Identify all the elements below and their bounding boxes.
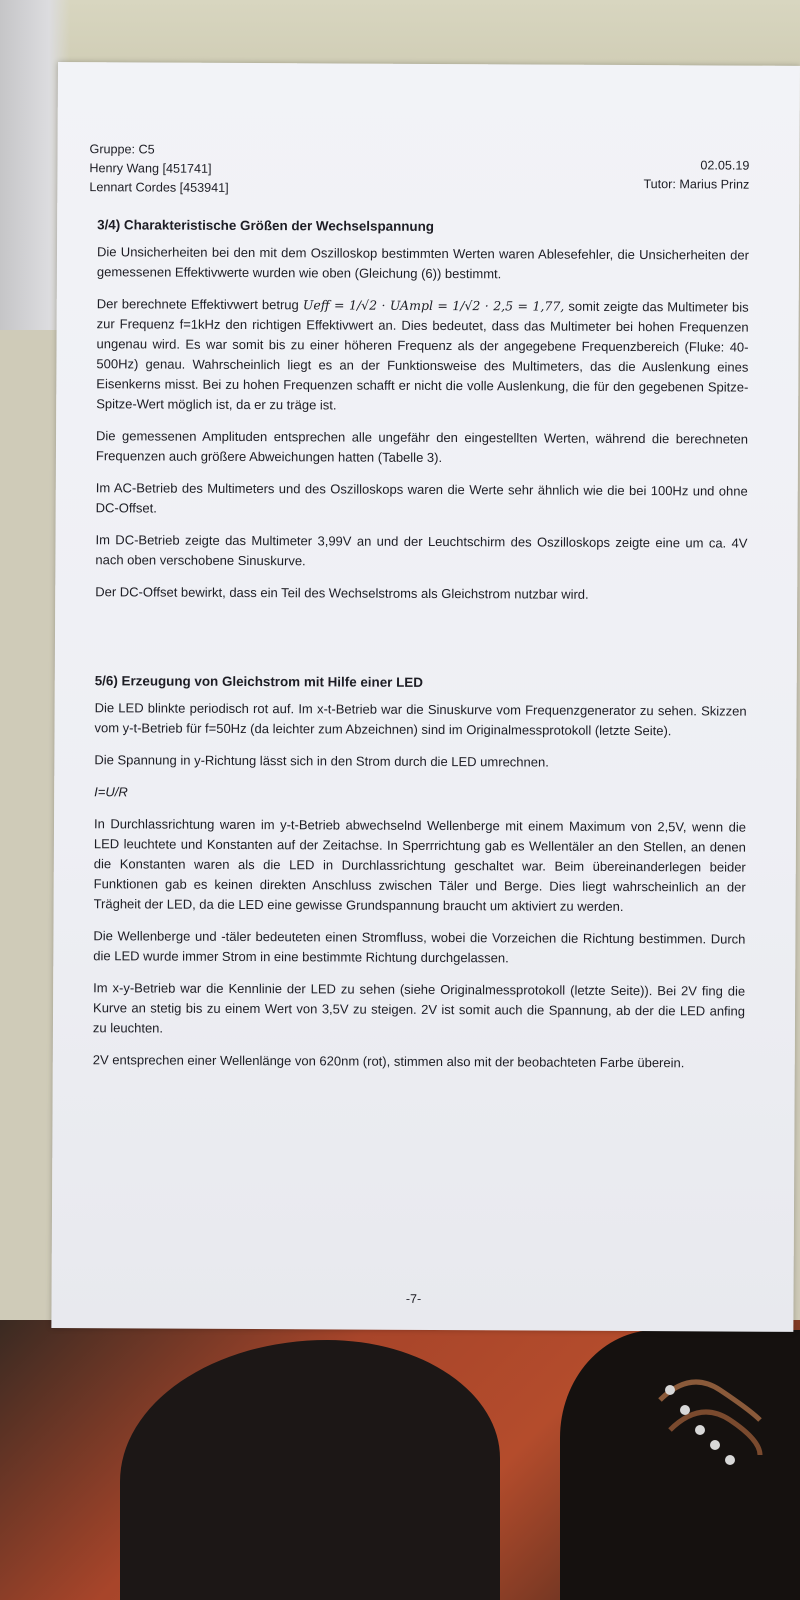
section-2-paragraph-7: 2V entsprechen einer Wellenlänge von 620nm (rot), stimmen also mit der beobachteten Farbe überein. bbox=[92, 1052, 685, 1071]
section-2-formula: I=U/R bbox=[94, 784, 128, 800]
page-header bbox=[89, 140, 749, 203]
section-1-paragraph-5: Im DC-Betrieb zeigte das Multimeter 3,99V an und der Leuchtschirm des Oszilloskops zeigte eine um ca. 4V nach oben verschobene Sinuskurve. bbox=[95, 532, 748, 569]
section-2-paragraph-2: Die Spannung in y-Richtung lässt sich in den Strom durch die LED umrechnen. bbox=[94, 752, 549, 770]
section-2-title: 5/6) Erzeugung von Gleichstrom mit Hilfe einer LED bbox=[94, 673, 423, 690]
section-spacer bbox=[87, 614, 747, 659]
section-2-paragraph-1: Die LED blinkte periodisch rot auf. Im x-t-Betrieb war die Sinuskurve vom Frequenzgenerator zu sehen. Skizzen vom y-t-Betrieb für f=50Hz (da leichter zum Abzeichnen) sind im Originalmessprotokoll (letzte Seite). bbox=[94, 700, 747, 739]
page-content bbox=[85, 140, 750, 1306]
section-2-paragraph-4: In Durchlassrichtung waren im y-t-Betrieb abwechselnd Wellenberge mit einem Maximum von 2,5V, wenn die LED leuchtete und Konstanten auf der Zeitachse. In Sperrrichtung gab es Wellentäler an den Stellen, an denen die Konstanten waren als die LED in Durchlassrichtung geschaltet war. Beim übereinanderlegen beider Funktionen gab es keinen direkten Anschluss zwischen Täler und Berge. Dies liegt wahrscheinlich an der Trägheit der LED, da die LED eine gewisse Grundspannung braucht um aktiviert zu werden. bbox=[93, 816, 747, 914]
section-1-paragraph-1: Die Unsicherheiten bei den mit dem Oszilloskop bestimmten Werten waren Ablesefehler, die Unsicherheiten der gemessenen Effektivwerte wurden wie oben (Gleichung (6)) bestimmt. bbox=[96, 244, 750, 282]
group-label: Gruppe: C5 bbox=[89, 142, 155, 157]
document-page bbox=[51, 62, 800, 1332]
tutor: Tutor: Marius Prinz bbox=[643, 177, 750, 192]
section-1-title: 3/4) Charakteristische Größen der Wechselspannung bbox=[97, 217, 435, 234]
section-1-paragraph-6: Der DC-Offset bewirkt, dass ein Teil des Wechselstroms als Gleichstrom nutzbar wird. bbox=[95, 584, 589, 602]
decorative-pattern-icon bbox=[650, 1360, 770, 1480]
paragraph-2-pre: Der berechnete Effektivwert betrug bbox=[96, 296, 299, 313]
section-2-paragraph-6: Im x-y-Betrieb war die Kennlinie der LED zu sehen (siehe Originalmessprotokoll (letzte Seite)). Bei 2V fing die Kurve an stetig bis zu einem Wert von 3,5V zu steigen. 2V ist somit auch die Spannung, ab der die LED anfing zu leuchten. bbox=[92, 980, 746, 1036]
paragraph-2-post: somit zeigte das Multimeter bis zur Frequenz f=1kHz den richtigen Effektivwert an. Dies bedeutet, dass das Multimeter bei hohen Frequenzen ungenau wird. Es war somit bis zu einer höheren Frequenz als der angegebene Frequenzbereich (Fluke: 40-500Hz) genau. Wahrscheinlich liegt es an der Funktionsweise des Multimeters, das die Auslenkung eines Eisenkerns misst. Bei zu hohen Frequenzen schafft er nicht die volle Auslenkung, die für den gegebenen Spitze-Spitze-Wert möglich ist, da er zu träge ist. bbox=[96, 298, 749, 413]
page-number: -7- bbox=[405, 1291, 422, 1306]
section-1-paragraph-4: Im AC-Betrieb des Multimeters und des Oszilloskops waren die Werte sehr ähnlich wie die bei 100Hz und ohne DC-Offset. bbox=[95, 480, 748, 516]
header-meta bbox=[643, 156, 749, 195]
section-2-paragraph-5: Die Wellenberge und -täler bedeuteten einen Stromfluss, wobei die Vorzeichen die Richtung bestimmen. Durch die LED wurde immer Strom in eine bestimmte Richtung durchgelassen. bbox=[93, 928, 746, 966]
section-1-paragraph-3: Die gemessenen Amplituden entsprechen alle ungefähr den eingestellten Werten, während die berechneten Frequenzen auch größere Abweichungen hatten (Tabelle 3). bbox=[95, 428, 749, 466]
header-authors bbox=[89, 140, 229, 198]
section-1-paragraph-2 bbox=[96, 294, 749, 417]
author-2: Lennart Cordes [453941] bbox=[89, 180, 229, 195]
date: 02.05.19 bbox=[700, 158, 750, 173]
effective-value-formula: Ueff = 1/√2 · UAmpl = 1/√2 · 2,5 = 1,77, bbox=[302, 297, 565, 314]
author-1: Henry Wang [451741] bbox=[89, 161, 212, 176]
